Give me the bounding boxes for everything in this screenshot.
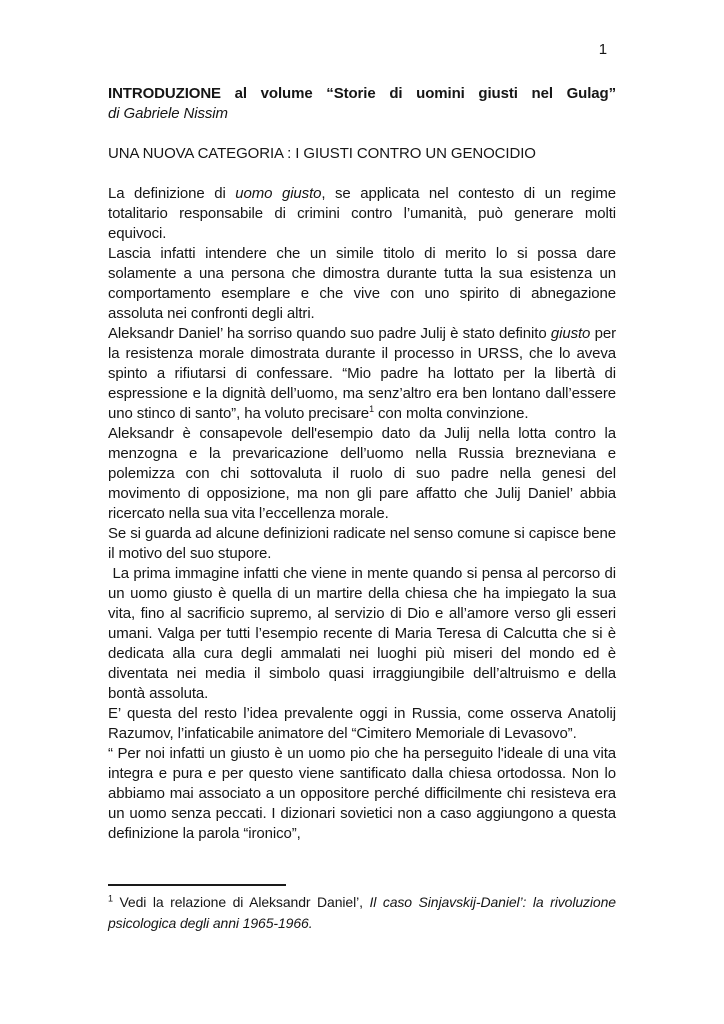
text-segment: giusto — [550, 325, 591, 342]
text-segment: , se applicata nel contesto di un regime totalitario responsabile di crimini contro l’umanità, può generare molti equivoci. — [108, 185, 616, 242]
footnote-separator — [108, 884, 286, 886]
footnote-text — [108, 892, 616, 934]
footnote-citation-roman: Vedi la relazione di Aleksandr Daniel’, — [112, 894, 370, 910]
text-segment: uomo giusto — [235, 185, 322, 202]
paragraph — [108, 324, 616, 424]
footnote — [108, 884, 616, 934]
paragraph — [108, 244, 616, 324]
text-segment: Aleksandr è consapevole dell'esempio dato da Julij nella lotta contro la menzogna e la prevaricazione dell’uomo nella Russia brezneviana e polemizza con chi sottovaluta il ruolo di suo padre nella genesi del movimento di opposizione, ma non gli pare affatto che Julij Daniel’ abbia ricercato nella sua vita l’eccellenza morale. — [108, 425, 616, 522]
paragraph — [108, 744, 616, 844]
paragraph — [108, 424, 616, 524]
text-segment: La prima immagine infatti che viene in mente quando si pensa al percorso di un uomo giusto è quella di un martire della chiesa che ha impiegato la sua vita, fino al sacrificio supremo, al servizio di Dio e all’amore verso gli esseri umani. Valga per tutti l’esempio recente di Maria Teresa di Calcutta che si è dedicata alla cura degli ammalati nei luoghi più miseri del mondo ed è diventata nei media il simbolo quasi irraggiungibile dell’altruismo e della bontà assoluta. — [108, 565, 616, 702]
paragraph — [108, 184, 616, 244]
text-segment: per la resistenza morale dimostrata durante il processo in URSS, che lo aveva spinto a rifiutarsi di confessare. “Mio padre ha lottato per la libertà di espressione e la dignità dell’uomo, ma senz’altro era ben lontano dall’essere uno stinco di santo”, ha voluto precisare — [108, 325, 616, 422]
paragraph — [108, 524, 616, 564]
footnote-reference: 1 — [369, 404, 374, 414]
paragraph — [108, 564, 616, 704]
text-segment: con molta convinzione. — [373, 405, 529, 422]
footnote-citation-italic: Il caso Sinjavskij-Daniel’: la rivoluzione psicologica degli anni 1965-1966. — [108, 894, 616, 931]
text-segment: La definizione di — [108, 185, 236, 202]
footnote-marker: 1 — [108, 893, 113, 904]
text-segment: Aleksandr Daniel’ ha sorriso quando suo padre Julij è stato definito — [108, 325, 551, 342]
text-segment: “ Per noi infatti un giusto è un uomo pio che ha perseguito l'ideale di una vita integra e pura e per questo viene santificato dalla chiesa ortodossa. Non lo abbiamo mai associato a un oppositore perché difficilmente chi resisteva era un uomo senza peccati. I dizionari sovietici non a caso aggiungono a questa definizione la parola “ironico”, — [108, 745, 616, 842]
body-paragraphs — [108, 184, 616, 844]
page-content — [108, 40, 616, 844]
document-title: INTRODUZIONE al volume “Storie di uomini giusti nel Gulag” — [108, 85, 616, 102]
page-number: 1 — [598, 41, 607, 58]
text-segment: Se si guarda ad alcune definizioni radicate nel senso comune si capisce bene il motivo del suo stupore. — [108, 525, 616, 562]
section-heading: UNA NUOVA CATEGORIA : I GIUSTI CONTRO UN GENOCIDIO — [108, 145, 536, 162]
paragraph — [108, 704, 616, 744]
byline: di Gabriele Nissim — [108, 105, 228, 122]
text-segment: Lascia infatti intendere che un simile titolo di merito lo si possa dare solamente a una persona che dimostra durante tutta la sua esistenza un comportamento esemplare e che vive con uno spirito di abnegazione assoluta nei confronti degli altri. — [108, 245, 616, 322]
text-segment: E’ questa del resto l’idea prevalente oggi in Russia, come osserva Anatolij Razumov, l’infaticabile animatore del “Cimitero Memoriale di Levasovo”. — [108, 705, 616, 742]
